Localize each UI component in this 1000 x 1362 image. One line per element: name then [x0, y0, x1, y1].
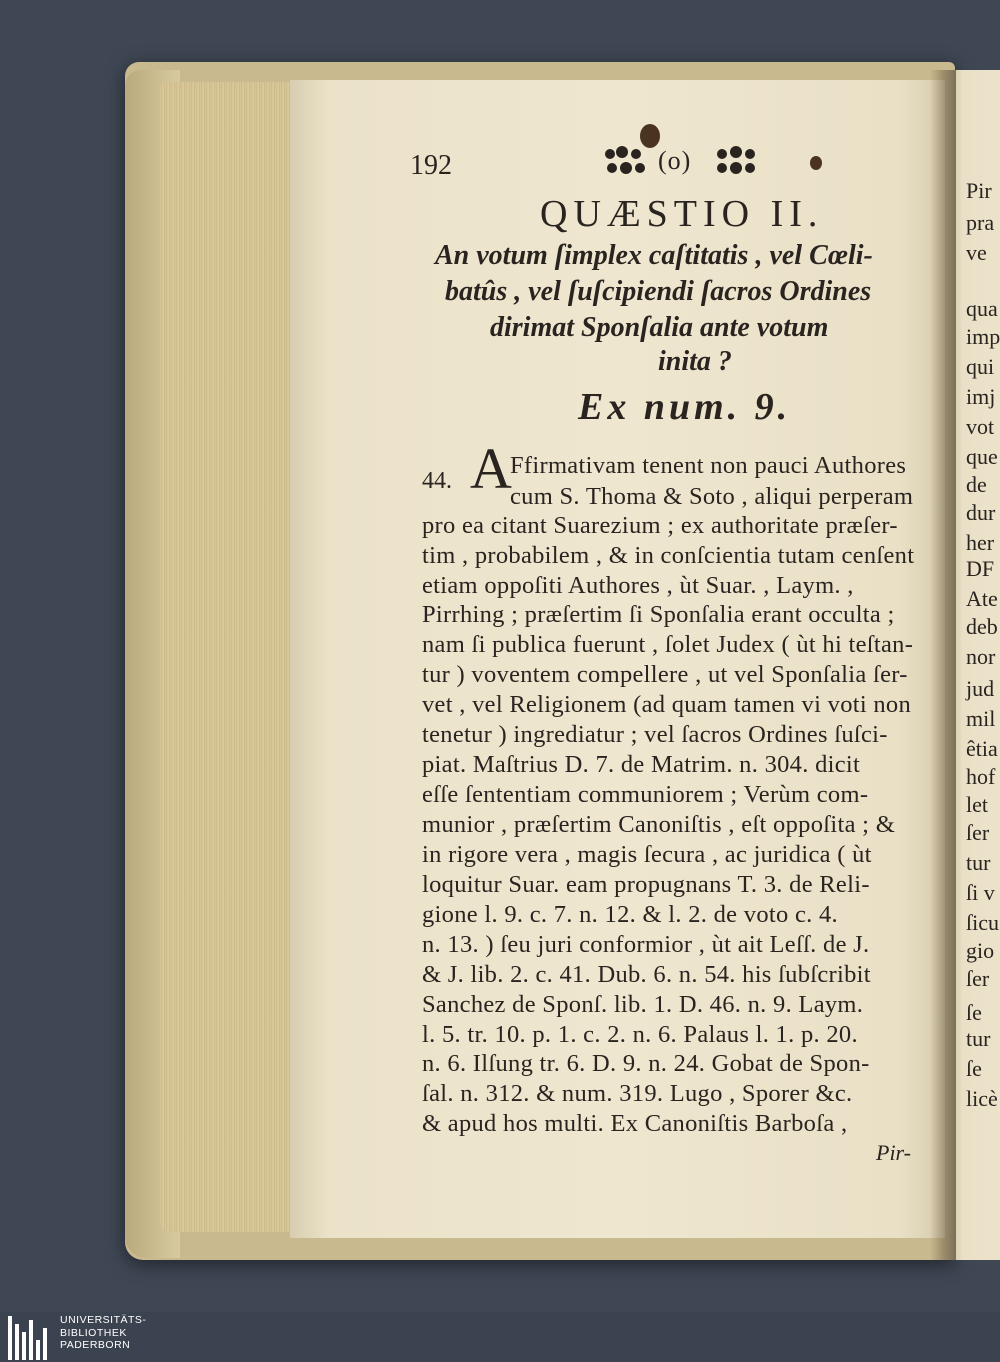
text-line: Ffirmativam tenent non pauci Authores [510, 452, 907, 479]
ornament-right-icon [712, 144, 762, 180]
facing-page-fragment: ſer [966, 966, 990, 991]
facing-page-fragment: DF [966, 556, 995, 581]
facing-page-fragment: ſe [966, 1056, 982, 1081]
facing-page-fragment: let [966, 792, 988, 817]
facing-page-fragment: her [966, 530, 995, 555]
text-line: ſal. n. 312. & num. 319. Lugo , Sporer &c. [422, 1080, 853, 1107]
text-line: tenetur ) ingrediatur ; vel ſacros Ordines ſuſci- [422, 721, 888, 748]
facing-page-fragment: qui [966, 354, 995, 379]
ornament-left-icon [600, 144, 650, 180]
text-line: in rigore vera , magis ſecura , ac juridica ( ùt [422, 841, 872, 868]
facing-page-fragment: gio [966, 938, 995, 963]
text-line: l. 5. tr. 10. p. 1. c. 2. n. 6. Palaus l. 1. p. 20. [422, 1021, 858, 1048]
facing-page-fragment: deb [966, 614, 998, 639]
facing-page-fragment: hof [966, 764, 996, 789]
facing-page-fragment: de [966, 472, 987, 497]
facing-page-fragment: vot [966, 414, 995, 439]
text-line: loquitur Suar. eam propugnans T. 3. de Reli- [422, 871, 870, 898]
text-line: gione l. 9. c. 7. n. 12. & l. 2. de voto c. 4. [422, 901, 838, 928]
facing-page-fragment: Pir [966, 178, 992, 203]
ink-stain [810, 156, 822, 170]
text-line: munior , præſertim Canoniſtis , eſt oppoſita ; & [422, 811, 896, 838]
text-line: cum S. Thoma & Soto , aliqui perperam [510, 483, 914, 510]
facing-page-fragment: ſer [966, 820, 990, 845]
library-line-3: PADERBORN [60, 1339, 131, 1351]
library-line-1: UNIVERSITÄTS- [60, 1314, 147, 1326]
section-reference: Ex num. 9. [578, 386, 792, 428]
facing-page-fragment: que [966, 444, 998, 469]
facing-page-fragment: ſe [966, 1000, 982, 1025]
facing-page-fragment: imp [966, 324, 1000, 349]
library-name [60, 1314, 146, 1352]
facing-page-fragment: ve [966, 240, 987, 265]
facing-page-fragment: dur [966, 500, 996, 525]
facing-page-fragment: nor [966, 644, 996, 669]
facing-page-fragment: tur [966, 1026, 991, 1051]
library-logo-icon [8, 1316, 48, 1360]
facing-page-fragment: ſi v [966, 880, 995, 905]
facing-page-fragment: Ate [966, 586, 998, 611]
footer-bar [0, 1312, 1000, 1362]
facing-page-fragment: ſicu [966, 910, 999, 935]
facing-page-fragment: êtia [966, 736, 998, 761]
question-line: batûs , vel ſuſcipiendi ſacros Ordines [445, 276, 872, 307]
catchword: Pir- [876, 1140, 911, 1165]
facing-page-fragment: imj [966, 384, 996, 409]
text-line: piat. Maſtrius D. 7. de Matrim. n. 304. dicit [422, 751, 861, 778]
text-line: etiam oppoſiti Authores , ùt Suar. , Laym. , [422, 572, 854, 599]
text-line: pro ea citant Suarezium ; ex authoritate præſer- [422, 512, 898, 539]
facing-page-fragment: qua [966, 296, 998, 321]
text-line: tim , probabilem , & in conſcientia tutam cenſent [422, 542, 915, 569]
quaestio-heading: QUÆSTIO II. [540, 193, 824, 235]
drop-capital: A [470, 436, 512, 501]
text-line: eſſe ſententiam communiorem ; Verùm com- [422, 781, 869, 808]
facing-page-fragment: pra [966, 210, 995, 235]
text-line: & apud hos multi. Ex Canoniſtis Barboſa , [422, 1110, 848, 1137]
text-line: Pirrhing ; præſertim ſi Sponſalia erant occulta ; [422, 601, 895, 628]
text-line: vet , vel Religionem (ad quam tamen vi voti non [422, 691, 912, 718]
text-line: n. 6. Ilſung tr. 6. D. 9. n. 24. Gobat de Spon- [422, 1050, 870, 1077]
library-line-2: BIBLIOTHEK [60, 1326, 127, 1339]
paragraph-number: 44. [422, 468, 452, 494]
facing-page-fragment: licè [966, 1086, 998, 1111]
text-line: n. 13. ) ſeu juri conformior , ùt ait Leſſ. de J. [422, 931, 870, 958]
header-ornament [600, 140, 770, 180]
question-line: An votum ſimplex caſtitatis , vel Cœli- [435, 240, 873, 271]
gutter-shadow [930, 70, 956, 1260]
facing-page-fragment: jud [966, 676, 995, 701]
ornament-center: (o) [658, 146, 692, 175]
text-line: tur ) voventem compellere , ut vel Sponſalia ſer- [422, 661, 908, 688]
text-line: & J. lib. 2. c. 41. Dub. 6. n. 54. his ſubſcribit [422, 961, 871, 988]
page-stack-edges [160, 82, 295, 1232]
facing-page-fragment: tur [966, 850, 991, 875]
facing-page-fragment: mil [966, 706, 996, 731]
question-line: inita ? [658, 346, 732, 377]
text-line: Sanchez de Sponſ. lib. 1. D. 46. n. 9. Laym. [422, 991, 864, 1018]
page-number: 192 [410, 150, 452, 181]
text-line: nam ſi publica fuerunt , ſolet Judex ( ùt hi teſtan- [422, 631, 914, 658]
question-line: dirimat Sponſalia ante votum [490, 312, 829, 343]
